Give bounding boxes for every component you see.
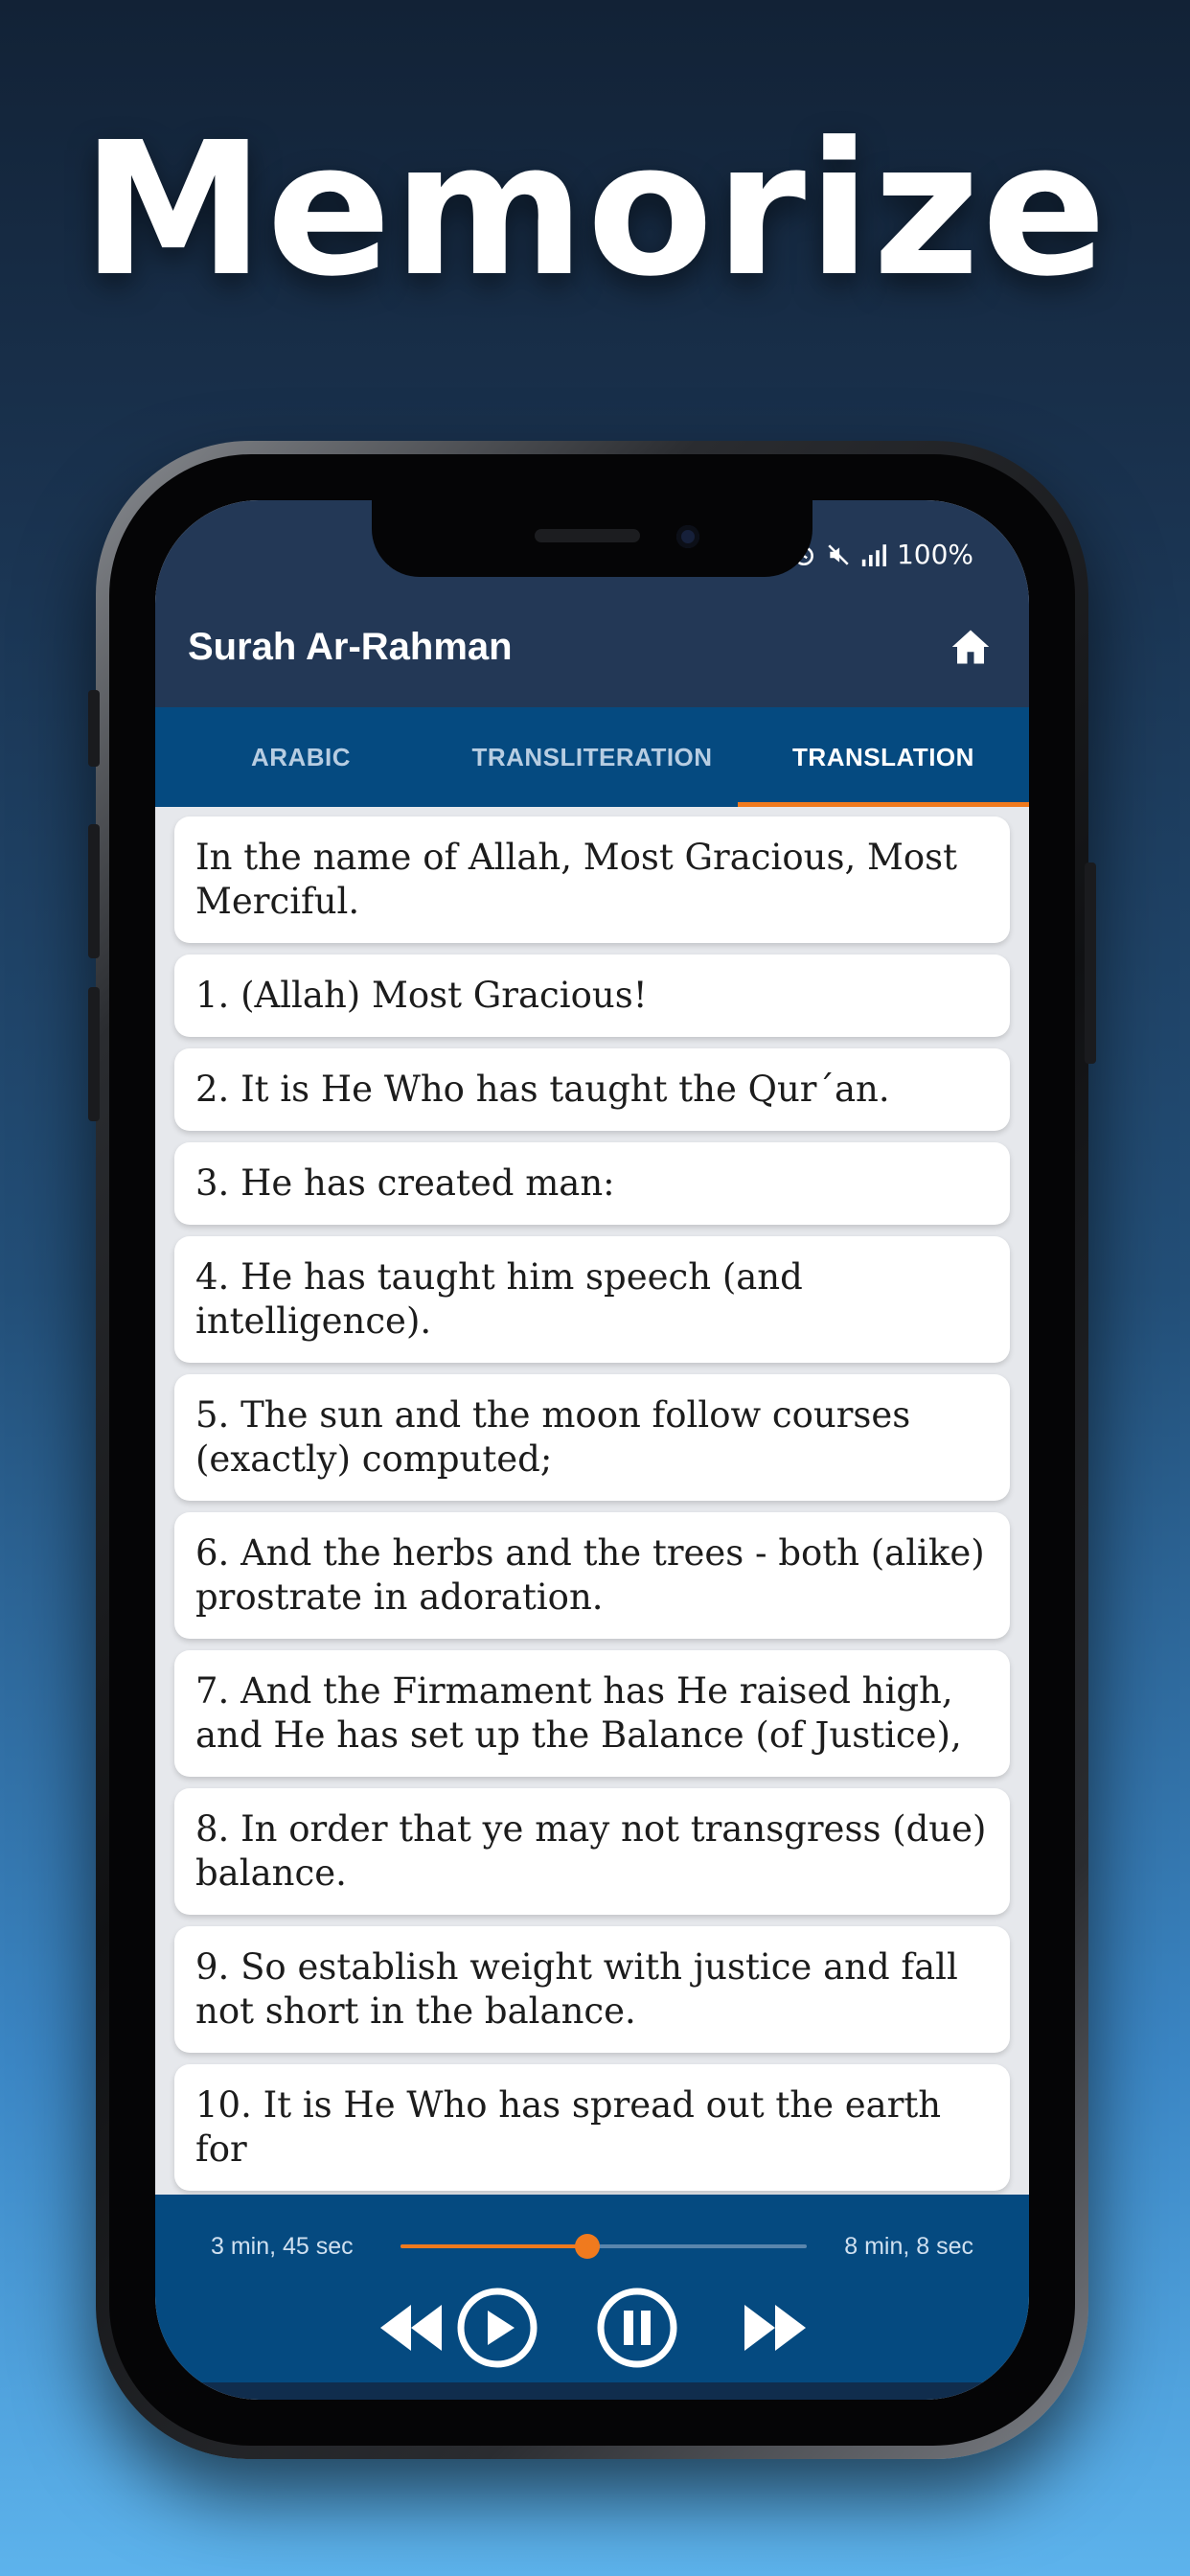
status-icons	[791, 539, 973, 570]
current-time: 3 min, 45 sec	[211, 2233, 354, 2260]
seek-progress	[400, 2244, 587, 2248]
playback-controls	[155, 2285, 1029, 2377]
app-title: Surah Ar-Rahman	[188, 625, 513, 668]
verse-card[interactable]: 7. And the Firmament has He raised high, and He has set up the Balance (of Justice),	[174, 1650, 1010, 1777]
verse-card[interactable]: 6. And the herbs and the trees - both (alike) prostrate in adoration.	[174, 1512, 1010, 1639]
app-bar	[155, 586, 1029, 707]
tab-translation[interactable]: TRANSLATION	[738, 707, 1029, 807]
phone-volume-down	[88, 987, 100, 1121]
verse-card[interactable]: 5. The sun and the moon follow courses (exactly) computed;	[174, 1374, 1010, 1501]
verse-card[interactable]: 9. So establish weight with justice and fall not short in the balance.	[174, 1926, 1010, 2053]
phone-mute-switch	[88, 690, 100, 767]
promo-headline: Memorize	[81, 104, 1109, 317]
tab-arabic[interactable]: ARABIC	[250, 742, 352, 771]
verse-card[interactable]: 1. (Allah) Most Gracious!	[174, 954, 1010, 1037]
phone-notch	[372, 500, 812, 577]
seek-thumb[interactable]	[575, 2234, 600, 2259]
earpiece-speaker	[535, 529, 640, 542]
home-icon[interactable]	[949, 625, 993, 669]
seek-bar[interactable]	[400, 2244, 807, 2248]
tab-bar	[155, 707, 1029, 807]
play-icon[interactable]	[454, 2285, 540, 2371]
verse-list[interactable]	[155, 807, 1029, 2195]
phone-volume-up	[88, 824, 100, 958]
verse-card[interactable]: In the name of Allah, Most Gracious, Most Merciful.	[174, 816, 1010, 943]
battery-level: 100%	[896, 539, 973, 570]
verse-card[interactable]: 3. He has created man:	[174, 1142, 1010, 1225]
rewind-icon[interactable]	[368, 2285, 454, 2371]
pause-icon[interactable]	[594, 2285, 680, 2371]
verse-card[interactable]: 2. It is He Who has taught the Qur´an.	[174, 1048, 1010, 1131]
navigation-bar	[155, 2382, 1029, 2400]
phone-frame	[96, 441, 1088, 2459]
front-camera	[676, 525, 699, 548]
phone-power-button	[1085, 862, 1096, 1064]
audio-player	[155, 2195, 1029, 2382]
mute-icon	[824, 542, 853, 567]
verse-card[interactable]: 8. In order that ye may not transgress (due) balance.	[174, 1788, 1010, 1915]
signal-icon	[860, 543, 889, 566]
app-screen	[155, 500, 1029, 2400]
verse-card[interactable]: 10. It is He Who has spread out the earth for	[174, 2064, 1010, 2191]
fast-forward-icon[interactable]	[732, 2285, 818, 2371]
tab-transliteration[interactable]: TRANSLITERATION	[471, 742, 713, 771]
verse-card[interactable]: 4. He has taught him speech (and intelligence).	[174, 1236, 1010, 1363]
total-time: 8 min, 8 sec	[844, 2233, 973, 2260]
